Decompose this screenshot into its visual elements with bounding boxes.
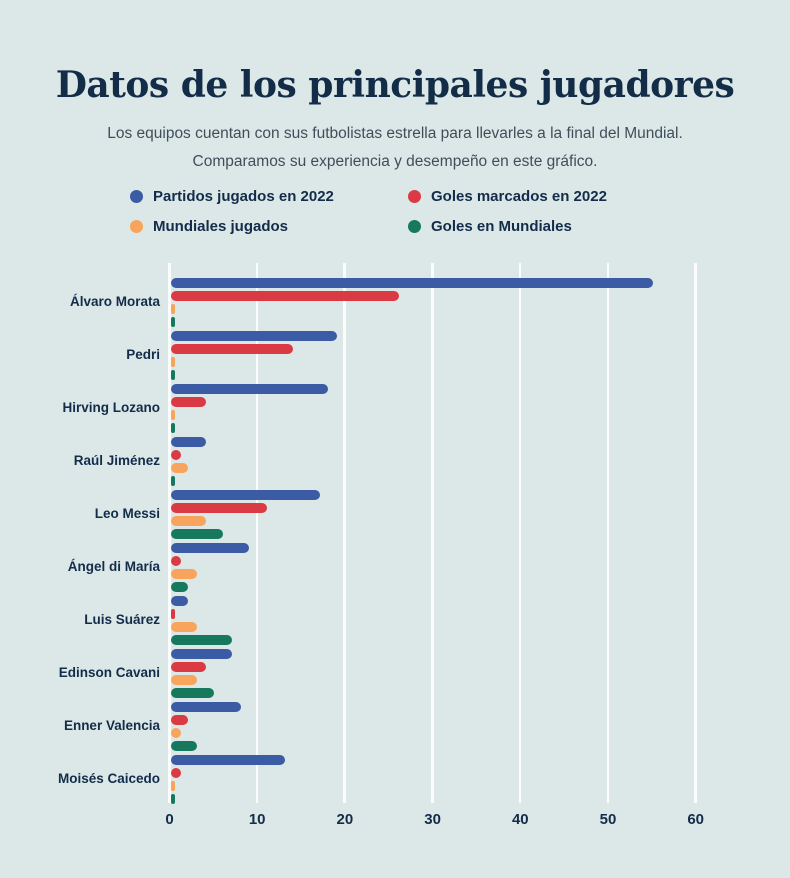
gridline [607,263,610,803]
bar [171,635,232,645]
gridline [431,263,434,803]
x-axis-tick-label: 50 [599,811,617,828]
bar [171,304,175,314]
player-label: Raúl Jiménez [73,453,160,468]
bar [171,688,215,698]
bar [171,450,182,460]
player-label: Álvaro Morata [69,294,160,309]
bar [171,702,241,712]
bar [171,675,197,685]
bar [171,397,206,407]
player-label: Moisés Caicedo [57,771,160,786]
bar [171,741,197,751]
bar [171,344,294,354]
bar [171,331,338,341]
bar [171,490,320,500]
x-axis-tick-label: 0 [165,811,174,828]
gridline [519,263,522,803]
x-axis-tick-label: 20 [336,811,354,828]
bar [171,476,175,486]
player-label: Luis Suárez [84,612,160,627]
bar [171,794,175,804]
player-label: Edinson Cavani [58,665,160,680]
x-axis-tick-label: 60 [687,811,705,828]
legend-dot-green-icon [408,220,421,233]
bar [171,662,206,672]
x-axis-tick-label: 30 [424,811,441,828]
bar [171,609,175,619]
legend [0,188,790,235]
legend-item-mundiales [130,218,408,235]
bar [171,357,175,367]
player-label: Enner Valencia [63,718,160,733]
legend-dot-blue-icon [130,190,143,203]
player-label: Ángel di María [67,559,160,574]
legend-item-goles-mundiales [408,218,660,235]
chart-subtitle: Los equipos cuentan con sus futbolistas estrella para llevarles a la final del Mundial. Comparamos su experiencia y desempeño en este gráfico. [107,124,683,170]
bar [171,463,189,473]
chart-title: Datos de los principales jugadores [55,64,735,107]
bar [171,278,653,288]
chart [0,263,790,878]
bar [171,596,189,606]
legend-item-partidos [130,188,408,205]
player-label: Leo Messi [94,506,160,521]
bar [171,728,182,738]
bar [171,556,182,566]
bar [171,569,197,579]
player-label: Hirving Lozano [62,400,160,415]
bar [171,768,182,778]
bar [171,291,399,301]
bar [171,582,189,592]
x-axis-tick-label: 40 [511,811,529,828]
gridline [343,263,346,803]
legend-label: Goles en Mundiales [431,218,572,235]
bar [171,755,285,765]
bar [171,384,329,394]
player-label: Pedri [126,347,160,362]
bar [171,781,175,791]
bar [171,410,175,420]
x-axis-tick-label: 10 [248,811,266,828]
bar [171,370,175,380]
bar [171,317,175,327]
bar [171,622,197,632]
bar [171,715,189,725]
legend-item-goles-2022 [408,188,660,205]
bar [171,423,175,433]
bar [171,649,232,659]
bar [171,529,224,539]
bar [171,516,206,526]
legend-label: Goles marcados en 2022 [431,188,607,205]
bar [171,437,206,447]
legend-dot-orange-icon [130,220,143,233]
legend-label: Partidos jugados en 2022 [153,188,334,205]
bar [171,503,267,513]
gridline [694,263,697,803]
legend-label: Mundiales jugados [153,218,289,235]
legend-dot-red-icon [408,190,421,203]
bar [171,543,250,553]
